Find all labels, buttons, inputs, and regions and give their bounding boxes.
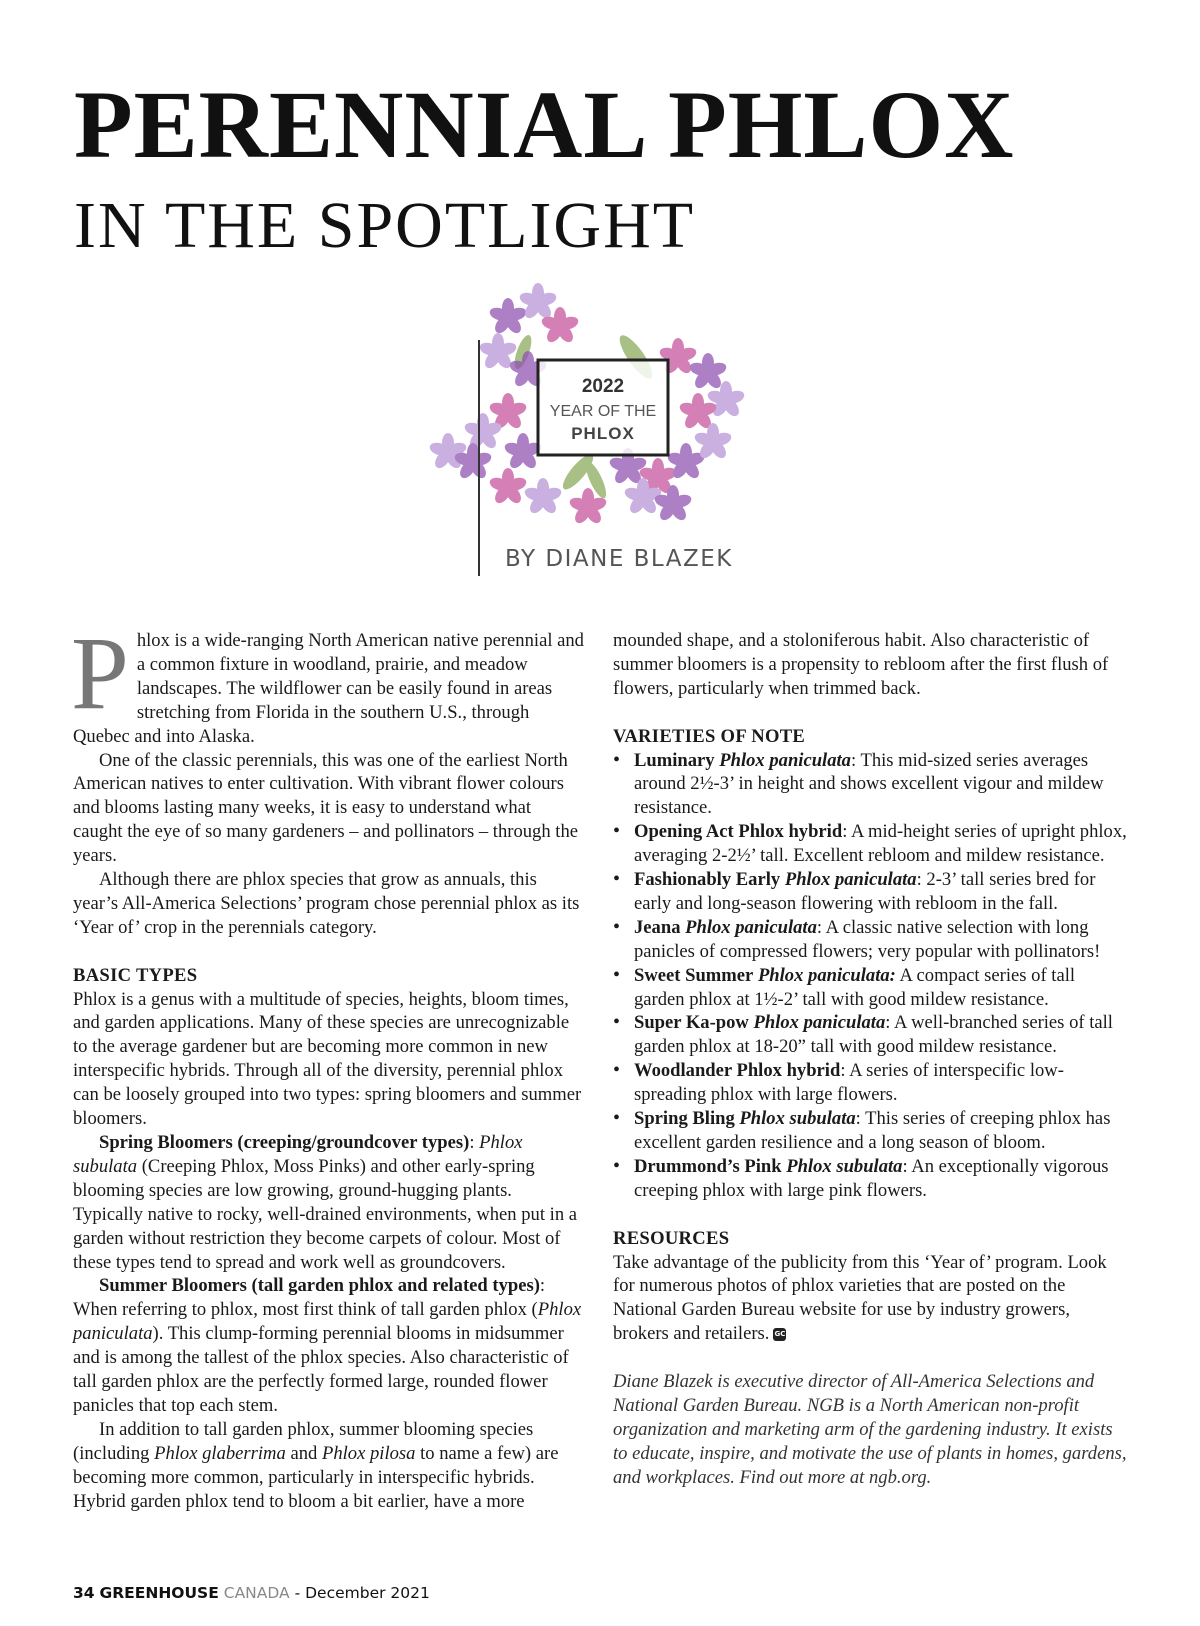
article-subtitle: IN THE SPOTLIGHT — [74, 189, 696, 262]
heading-varieties: VARIETIES OF NOTE — [613, 725, 806, 747]
variety-item: • Woodlander Phlox hybrid: A series of interspecific low-spreading phlox with large flowers. — [613, 1059, 1128, 1107]
hybrids-paragraph: In addition to tall garden phlox, summer blooming species (including Phlox glaberrima and Phlox pilosa to name a few) are becoming more common, particularly in interspecific hybrids. Hybrid garden phlox tend to bloom a bit earlier, have a more — [73, 1418, 559, 1512]
resources-paragraph: Take advantage of the publicity from this ‘Year of’ program. Look for numerous photos of phlox varieties that are posted on the National Garden Bureau website for use by industry growers, brokers and retailers. GC — [613, 1251, 1107, 1345]
author-bio: Diane Blazek is executive director of All-America Selections and National Garden Bureau. NGB is a North American non-profit organization and marketing arm of the gardening industry. It exists to educate, inspire, and motivate the use of plants in homes, gardens, and workplaces. Find out more at ngb.org. — [613, 1371, 1127, 1488]
variety-item: • Spring Bling Phlox subulata: This series of creeping phlox has excellent garden resilience and a long season of bloom. — [613, 1107, 1128, 1155]
variety-item: • Drummond’s Pink Phlox subulata: An exceptionally vigorous creeping phlox with large pink flowers. — [613, 1155, 1128, 1203]
variety-item: • Super Ka-pow Phlox paniculata: A well-branched series of tall garden phlox at 18-20” tall with good mildew resistance. — [613, 1011, 1128, 1059]
badge-line: YEAR OF THE — [549, 403, 657, 420]
badge-year: 2022 — [581, 376, 625, 397]
variety-item: • Opening Act Phlox hybrid: A mid-height series of upright phlox, averaging 2-2½’ tall. Excellent rebloom and mildew resistance. — [613, 820, 1128, 868]
page-number: 34 — [73, 1584, 95, 1602]
heading-resources: RESOURCES — [613, 1227, 730, 1249]
heading-basic-types: BASIC TYPES — [73, 964, 198, 986]
badge-name: PHLOX — [571, 424, 635, 443]
column-left — [71, 616, 585, 1514]
byline: BY DIANE BLAZEK — [505, 546, 733, 572]
variety-item: • Jeana Phlox paniculata: A classic native selection with long panicles of compressed flowers; very popular with pollinators! — [613, 916, 1128, 964]
magazine-region: CANADA — [223, 1584, 290, 1602]
variety-item: • Sweet Summer Phlox paniculata: A compact series of tall garden phlox at 1½-2’ tall with good mildew resistance. — [613, 964, 1128, 1012]
article-title: PERENNIAL PHLOX — [74, 71, 1015, 178]
variety-item: • Fashionably Early Phlox paniculata: 2-3’ tall series bred for early and long-season flowering with rebloom in the fall. — [613, 868, 1128, 916]
column-right — [613, 629, 1128, 1490]
intro-paragraph-2: One of the classic perennials, this was one of the earliest North American natives to enter cultivation. With vibrant flower colours and blooms lasting many weeks, it is easy to understand what caught the eye of so many gardeners – and pollinators – through the years. — [73, 749, 578, 867]
end-mark-icon: GC — [773, 1328, 786, 1341]
spring-bloomers-paragraph: Spring Bloomers (creeping/groundcover types): Phlox subulata (Creeping Phlox, Moss Pinks) and other early-spring blooming species are low growing, ground-hugging plants. Typically native to rocky, well-drained environments, when put in a garden without restriction they become carpets of colour. Most of these types tend to spread and work well as groundcovers. — [73, 1132, 578, 1273]
magazine-name: GREENHOUSE — [99, 1584, 219, 1602]
drop-cap: P — [71, 616, 129, 731]
issue-date: December 2021 — [305, 1584, 430, 1602]
intro-paragraph-3: Although there are phlox species that grow as annuals, this year’s All-America Selections’ program chose perennial phlox as its ‘Year of’ crop in the perennials category. — [73, 869, 580, 938]
summer-bloomers-paragraph: Summer Bloomers (tall garden phlox and related types): When referring to phlox, most first think of tall garden phlox (Phlox paniculata). This clump-forming perennial blooms in midsummer and is among the tallest of the phlox species. Also characteristic of tall garden phlox are the perfectly formed large, rounded flower panicles that top each stem. — [73, 1275, 582, 1416]
varieties-list — [613, 749, 1128, 1203]
variety-item: • Luminary Phlox paniculata: This mid-sized series averages around 2½-3’ in height and shows excellent vigour and mildew resistance. — [613, 749, 1128, 821]
byline-divider — [478, 340, 480, 576]
intro-paragraph-1: Phlox is a wide-ranging North American native perennial and a common fixture in woodland, prairie, and meadow landscapes. The wildflower can be easily found in areas stretching from Florida in the southern U.S., through Quebec and into Alaska. — [71, 616, 584, 747]
continued-paragraph: mounded shape, and a stoloniferous habit. Also characteristic of summer bloomers is a propensity to rebloom after the first flush of flowers, particularly when trimmed back. — [613, 630, 1109, 699]
basic-paragraph: Phlox is a genus with a multitude of species, heights, bloom times, and garden applications. Many of these species are unrecognizable to the average gardener but are becoming more common in new interspecific hybrids. Through all of the diversity, perennial phlox can be loosely grouped into two types: spring bloomers and summer bloomers. — [73, 988, 582, 1130]
page-footer: 34 GREENHOUSE CANADA - December 2021 — [73, 1584, 430, 1602]
